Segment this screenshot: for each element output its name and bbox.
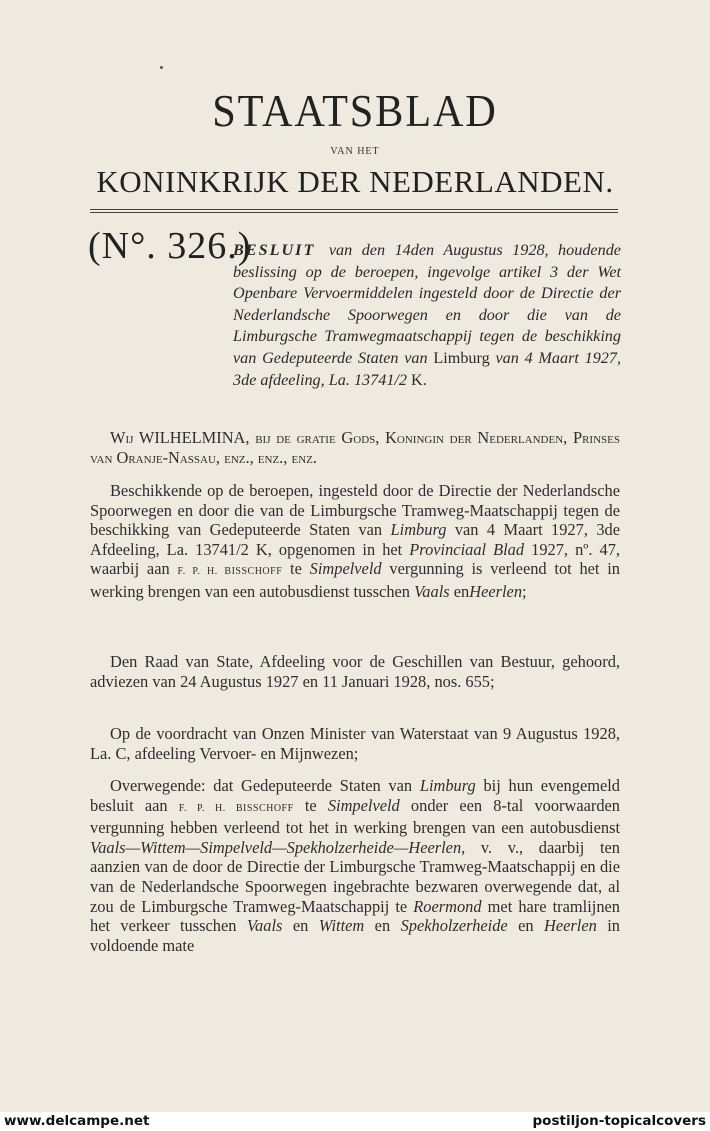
paragraph-voordracht — [90, 724, 620, 763]
queen-name: WILHELMINA, — [138, 428, 250, 447]
decree-text-k: K. — [411, 370, 427, 389]
watermark-footer — [0, 1112, 710, 1131]
p5-simpelveld: Simpelveld — [327, 795, 400, 815]
p3-text: Den Raad van State, Afdeeling voor de Geschillen van Bestuur, gehoord, adviezen van 24 Augustus 1927 en 11 Januari 1928, nos. 655; — [90, 652, 620, 691]
queen-titles: bij de gratie Gods, Koningin der Nederlanden, Prinses van Oranje-Nassau, enz., enz., enz. — [90, 428, 620, 467]
p5-text-g: onder een 8-tal voorwaarden vergunning hebben verleend tot het in werking brengen van een autobusdienst — [90, 795, 621, 838]
p4-text: Op de voordracht van Onzen Minister van Waterstaat van 9 Augustus 1928, La. C, afdeeling Vervoer- en Mijnwezen; — [90, 724, 620, 763]
decree-summary — [233, 240, 621, 391]
decree-number: (N°. 326.) — [88, 225, 252, 267]
ink-speck — [160, 66, 163, 69]
p2-en: en — [453, 581, 470, 601]
p5-text-c: bij hun evengemeld besluit aan — [90, 776, 620, 815]
p5-text-k: met hare tramlijnen het verkeer tusschen — [90, 896, 620, 936]
p2-te: te — [290, 559, 302, 579]
footer-left-link[interactable]: www.delcampe.net — [4, 1113, 150, 1129]
p2-bisschoff: F. P. H. BISSCHOFF — [177, 566, 283, 578]
paragraph-wij — [90, 428, 620, 467]
p2-text-c: van 4 Maart 1927, 3de Afdeeling, La. 13741/2 K, opgenomen in het — [90, 520, 620, 559]
p5-text-s: in voldoende mate — [90, 916, 620, 955]
p2-provinciaal-blad: Provinciaal Blad — [409, 539, 525, 559]
p5-wittem: Wittem — [318, 916, 365, 936]
p2-text-a: Beschikkende op de beroepen, ingesteld door de Directie der Nederlandsche Spoorwegen en door die van de Limburgsche Tramweg-Maatschappij tegen de beschikking van Gedeputeerde Staten van — [90, 481, 620, 540]
p5-roermond: Roermond — [413, 896, 482, 916]
p5-limburg: Limburg — [419, 776, 476, 795]
p5-bisschoff: F. P. H. BISSCHOFF — [178, 802, 294, 814]
p5-route: Vaals—Wittem—Simpelveld—Spekholzerheide—Heerlen, — [90, 837, 466, 857]
page-title: STAATSBLAD — [212, 85, 498, 136]
p2-semicolon: ; — [522, 581, 527, 601]
subtitle-van-het: VAN HET — [330, 146, 380, 157]
p2-heerlen: Heerlen — [469, 581, 523, 601]
p5-en-2: en — [374, 916, 391, 936]
decree-keyword: BESLUIT — [233, 241, 316, 259]
p5-text-a: Overwegende: dat Gedeputeerde Staten van — [110, 776, 413, 795]
p5-spekholzerheide: Spekholzerheide — [400, 916, 508, 936]
footer-right-link[interactable]: postiljon-topicalcovers — [532, 1113, 706, 1129]
wij-word: Wij — [110, 428, 134, 447]
decree-place: Limburg — [433, 348, 490, 367]
kingdom-heading: KONINKRIJK DER NEDERLANDEN. — [96, 164, 614, 199]
decree-text-b: van 4 Maart 1927, 3de afdeeling, La. 13741/2 — [233, 348, 622, 389]
double-rule-divider — [90, 209, 618, 213]
p5-en-1: en — [292, 916, 309, 936]
p2-limburg: Limburg — [390, 520, 447, 540]
p5-te: te — [304, 795, 317, 815]
p5-heerlen: Heerlen — [544, 916, 597, 936]
p5-en-3: en — [518, 916, 534, 936]
paragraph-raad-van-state — [90, 652, 620, 691]
p2-text-e: 1927, nº. 47, waarbij aan — [90, 539, 620, 579]
p5-vaals: Vaals — [246, 916, 283, 936]
p2-text-i: vergunning is verleend tot het in werking brengen van een autobusdienst tusschen — [90, 559, 621, 601]
p2-vaals: Vaals — [414, 581, 450, 601]
paragraph-overwegende — [90, 776, 620, 955]
p2-simpelveld: Simpelveld — [309, 559, 382, 579]
paragraph-beschikkende — [90, 481, 620, 602]
p5-text-i: v. v., daarbij ten aanzien van de door de Directie der Limburgsche Tramweg-Maatschappij en die van de Nederlandsche Spoorwegen ingebrachte bezwaren overwegende dat, al zou de Limburgsche Tramweg-Maatschappij te — [90, 837, 620, 916]
decree-text-a: van den 14den Augustus 1928, houdende beslissing op de beroepen, ingevolge artikel 3 der Wet Openbare Vervoermiddelen ingesteld door de Directie der Nederlandsche Spoorwegen en door die van de Limburgsche Tramwegmaatschappij tegen de beschikking van Gedeputeerde Staten van — [233, 241, 621, 367]
